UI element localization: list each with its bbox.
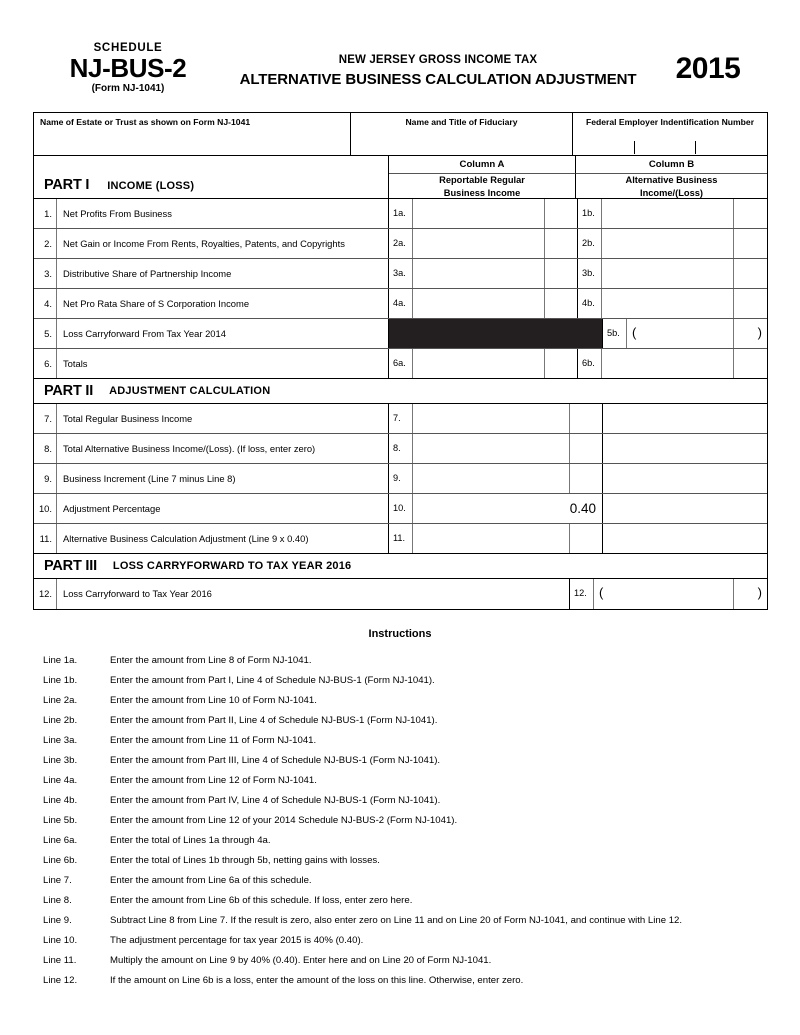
paren-close: ): [757, 325, 762, 340]
cents-input-2b[interactable]: [734, 229, 767, 258]
row-description: Business Increment (Line 7 minus Line 8): [57, 464, 389, 493]
row-description: Total Regular Business Income: [57, 404, 389, 433]
instructions-list: [43, 655, 773, 995]
cents-input-1b[interactable]: [734, 199, 767, 228]
amount-input-2a[interactable]: [413, 229, 545, 258]
unused-area-8: [603, 434, 767, 463]
instruction-item: [43, 875, 773, 895]
cents-input-6a[interactable]: [545, 349, 578, 378]
amount-input-3a[interactable]: [413, 259, 545, 288]
table-row: [34, 524, 767, 554]
amount-input-10[interactable]: [413, 494, 603, 523]
identity-header-row: [34, 113, 767, 156]
line-label-a: 2a.: [389, 229, 413, 258]
cents-input-9[interactable]: [570, 464, 603, 493]
column-subtitle-row: [389, 174, 767, 199]
instructions-heading: Instructions: [368, 628, 432, 640]
adjustment-percentage-value: 0.40: [569, 501, 596, 516]
instruction-line-key: Line 4a.: [43, 775, 78, 786]
cents-input-7[interactable]: [570, 404, 603, 433]
schedule-code: NJ-BUS-2: [69, 53, 187, 83]
instruction-line-text: Enter the total of Lines 1a through 4a.: [110, 835, 271, 846]
fiduciary-name-field[interactable]: [351, 113, 573, 155]
row-description: Net Gain or Income From Rents, Royalties, Patents, and Copyrights: [57, 229, 389, 258]
line-label-b: 5b.: [603, 319, 627, 348]
column-a-title: Column A: [459, 159, 505, 170]
blocked-cell-5a: [389, 319, 603, 348]
instruction-line-text: Enter the total of Lines 1b through 5b, netting gains with losses.: [110, 855, 380, 866]
column-b-subtitle-cell: [576, 174, 767, 199]
line-label-b: 1b.: [578, 199, 602, 228]
cents-input-2a[interactable]: [545, 229, 578, 258]
instruction-line-text: Enter the amount from Line 12 of your 2014 Schedule NJ-BUS-2 (Form NJ-1041).: [110, 815, 458, 826]
instruction-item: [43, 975, 773, 995]
instruction-line-key: Line 2b.: [43, 715, 78, 726]
instruction-item: [43, 715, 773, 735]
instruction-line-text: Enter the amount from Line 6b of this schedule. If loss, enter zero here.: [110, 895, 413, 906]
line-label-a: 1a.: [389, 199, 413, 228]
amount-input-12[interactable]: [594, 579, 734, 609]
part1-title: INCOME (LOSS): [107, 180, 195, 192]
row-number: 3.: [34, 259, 57, 288]
row-number: 9.: [34, 464, 57, 493]
table-row: [34, 199, 767, 229]
cents-input-4a[interactable]: [545, 289, 578, 318]
fein-tick-1: [634, 141, 635, 154]
line-label-b: 2b.: [578, 229, 602, 258]
line-label-a: 4a.: [389, 289, 413, 318]
cents-input-3b[interactable]: [734, 259, 767, 288]
paren-open: (: [632, 325, 637, 340]
instruction-item: [43, 755, 773, 775]
estate-name-field[interactable]: [34, 113, 351, 155]
column-headers: [389, 156, 767, 198]
schedule-parent-form: (Form NJ-1041): [91, 83, 165, 94]
part3-word: PART III: [44, 558, 97, 574]
row-description: Distributive Share of Partnership Income: [57, 259, 389, 288]
row-number: 11.: [34, 524, 57, 553]
row-description: Net Pro Rata Share of S Corporation Income: [57, 289, 389, 318]
schedule-identifier-block: [33, 42, 223, 95]
amount-input-11[interactable]: [413, 524, 570, 553]
instruction-line-key: Line 2a.: [43, 695, 78, 706]
column-title-row: [389, 156, 767, 174]
row-number: 8.: [34, 434, 57, 463]
form-title-line2: ALTERNATIVE BUSINESS CALCULATION ADJUSTMENT: [239, 71, 637, 88]
instruction-line-key: Line 1a.: [43, 655, 78, 666]
fein-separators: [573, 140, 767, 154]
table-row: [34, 579, 767, 609]
amount-input-4b[interactable]: [602, 289, 734, 318]
instruction-item: [43, 815, 773, 835]
instruction-line-key: Line 3a.: [43, 735, 78, 746]
instruction-line-key: Line 7.: [43, 875, 72, 886]
instruction-item: [43, 855, 773, 875]
instruction-line-text: Enter the amount from Line 12 of Form NJ-1041.: [110, 775, 317, 786]
line-label: 8.: [389, 434, 413, 463]
row-description: Alternative Business Calculation Adjustment (Line 9 x 0.40): [57, 524, 389, 553]
column-b-title: Column B: [648, 159, 695, 170]
row-number: 4.: [34, 289, 57, 318]
instruction-line-text: Enter the amount from Line 10 of Form NJ-1041.: [110, 695, 317, 706]
part1-word: PART I: [44, 177, 90, 193]
row-number: 10.: [34, 494, 57, 523]
instruction-line-text: Enter the amount from Part I, Line 4 of Schedule NJ-BUS-1 (Form NJ-1041).: [110, 675, 435, 686]
estate-name-label: Name of Estate or Trust as shown on Form NJ-1041: [40, 117, 251, 127]
table-row: [34, 289, 767, 319]
schedule-word: SCHEDULE: [93, 42, 163, 54]
instruction-item: [43, 655, 773, 675]
row-number: 1.: [34, 199, 57, 228]
part1-banner: [34, 156, 389, 198]
row-number: 12.: [34, 579, 57, 609]
instruction-line-text: Multiply the amount on Line 9 by 40% (0.40). Enter here and on Line 20 of Form NJ-1041.: [110, 955, 492, 966]
row-description: Loss Carryforward to Tax Year 2016: [57, 579, 570, 609]
column-a-sub-line2: Business Income: [443, 187, 521, 198]
unused-area-9: [603, 464, 767, 493]
row-description: Total Alternative Business Income/(Loss). (If loss, enter zero): [57, 434, 389, 463]
amount-input-5b[interactable]: [627, 319, 734, 348]
part2-word: PART II: [44, 383, 94, 399]
cents-input-12[interactable]: [734, 579, 767, 609]
part2-banner: [34, 379, 767, 404]
line-label-b: 6b.: [578, 349, 602, 378]
tax-year: 2015: [675, 52, 741, 85]
table-row: [34, 494, 767, 524]
amount-input-1b[interactable]: [602, 199, 734, 228]
fein-label: Federal Employer Indentification Number: [585, 117, 755, 127]
instruction-line-key: Line 4b.: [43, 795, 78, 806]
table-row: [34, 464, 767, 494]
amount-input-6a[interactable]: [413, 349, 545, 378]
column-a-title-cell: [389, 156, 576, 174]
instruction-line-key: Line 6a.: [43, 835, 78, 846]
unused-area-11: [603, 524, 767, 553]
instruction-line-key: Line 10.: [43, 935, 78, 946]
amount-input-2b[interactable]: [602, 229, 734, 258]
row-description: Loss Carryforward From Tax Year 2014: [57, 319, 389, 348]
line-label-a: 3a.: [389, 259, 413, 288]
table-row: [34, 259, 767, 289]
line-label-b: 3b.: [578, 259, 602, 288]
line-label: 10.: [389, 494, 413, 523]
row-number: 5.: [34, 319, 57, 348]
instruction-line-text: If the amount on Line 6b is a loss, enter the amount of the loss on this line. Otherwise, enter zero.: [110, 975, 524, 986]
instruction-line-text: Enter the amount from Line 11 of Form NJ-1041.: [110, 735, 317, 746]
table-row: [34, 229, 767, 259]
instruction-item: [43, 795, 773, 815]
instruction-item: [43, 675, 773, 695]
instruction-item: [43, 915, 773, 935]
cents-input-3a[interactable]: [545, 259, 578, 288]
instruction-item: [43, 775, 773, 795]
line-label: 9.: [389, 464, 413, 493]
column-b-sub-line2: Income/(Loss): [639, 187, 704, 198]
column-a-subtitle-cell: [389, 174, 576, 199]
amount-input-8[interactable]: [413, 434, 570, 463]
amount-input-4a[interactable]: [413, 289, 545, 318]
row-number: 2.: [34, 229, 57, 258]
instruction-line-text: Subtract Line 8 from Line 7. If the result is zero, also enter zero on Line 11 and on Line 20 of Form NJ-1041, and continue with Line 12.: [110, 915, 683, 926]
cents-input-4b[interactable]: [734, 289, 767, 318]
fein-tick-2: [695, 141, 696, 154]
instruction-line-text: Enter the amount from Part IV, Line 4 of Schedule NJ-BUS-1 (Form NJ-1041).: [110, 795, 441, 806]
cents-input-5b[interactable]: [734, 319, 767, 348]
table-row: [34, 434, 767, 464]
amount-input-9[interactable]: [413, 464, 570, 493]
instruction-line-text: Enter the amount from Line 6a of this schedule.: [110, 875, 312, 886]
form-title-block: [223, 52, 653, 90]
amount-input-1a[interactable]: [413, 199, 545, 228]
instruction-item: [43, 895, 773, 915]
form-table: [33, 112, 768, 610]
row-description: Totals: [57, 349, 389, 378]
paren-close: ): [757, 585, 762, 600]
table-row: [34, 404, 767, 434]
instruction-line-key: Line 8.: [43, 895, 72, 906]
amount-input-7[interactable]: [413, 404, 570, 433]
part1-header-row: [34, 156, 767, 199]
instruction-line-key: Line 9.: [43, 915, 72, 926]
instruction-item: [43, 835, 773, 855]
instruction-line-key: Line 3b.: [43, 755, 78, 766]
cents-input-1a[interactable]: [545, 199, 578, 228]
instruction-item: [43, 955, 773, 975]
part2-title: ADJUSTMENT CALCULATION: [109, 384, 271, 397]
cents-input-8[interactable]: [570, 434, 603, 463]
cents-input-6b[interactable]: [734, 349, 767, 378]
column-b-title-cell: [576, 156, 767, 174]
instruction-line-text: Enter the amount from Part II, Line 4 of Schedule NJ-BUS-1 (Form NJ-1041).: [110, 715, 438, 726]
instruction-line-key: Line 1b.: [43, 675, 78, 686]
form-title-line1: NEW JERSEY GROSS INCOME TAX: [338, 54, 538, 66]
instruction-line-text: Enter the amount from Part III, Line 4 of Schedule NJ-BUS-1 (Form NJ-1041).: [110, 755, 441, 766]
line-label-b: 4b.: [578, 289, 602, 318]
instruction-item: [43, 735, 773, 755]
fein-field[interactable]: [573, 113, 767, 155]
table-row: [34, 349, 767, 379]
form-masthead: [33, 42, 768, 104]
instruction-line-text: Enter the amount from Line 8 of Form NJ-1041.: [110, 655, 312, 666]
part3-banner: [34, 554, 767, 579]
instruction-line-key: Line 5b.: [43, 815, 78, 826]
row-description: Net Profits From Business: [57, 199, 389, 228]
row-number: 7.: [34, 404, 57, 433]
column-a-sub-line1: Reportable Regular: [439, 175, 525, 185]
instruction-line-key: Line 6b.: [43, 855, 78, 866]
unused-area-10: [603, 494, 767, 523]
instruction-line-key: Line 11.: [43, 955, 77, 966]
line-label: 11.: [389, 524, 413, 553]
table-row: [34, 319, 767, 349]
line-label: 12.: [570, 579, 594, 609]
cents-input-11[interactable]: [570, 524, 603, 553]
instruction-line-key: Line 12.: [43, 975, 78, 986]
amount-input-3b[interactable]: [602, 259, 734, 288]
instruction-item: [43, 695, 773, 715]
line-label: 7.: [389, 404, 413, 433]
instruction-line-text: The adjustment percentage for tax year 2015 is 40% (0.40).: [110, 935, 364, 946]
row-number: 6.: [34, 349, 57, 378]
unused-area-7: [603, 404, 767, 433]
fiduciary-name-label: Name and Title of Fiduciary: [405, 117, 518, 127]
part3-title: LOSS CARRYFORWARD TO TAX YEAR 2016: [112, 559, 352, 572]
row-description: Adjustment Percentage: [57, 494, 389, 523]
paren-open: (: [599, 585, 604, 600]
instruction-item: [43, 935, 773, 955]
line-label-a: 6a.: [389, 349, 413, 378]
amount-input-6b[interactable]: [602, 349, 734, 378]
column-b-sub-line1: Alternative Business: [625, 175, 718, 185]
